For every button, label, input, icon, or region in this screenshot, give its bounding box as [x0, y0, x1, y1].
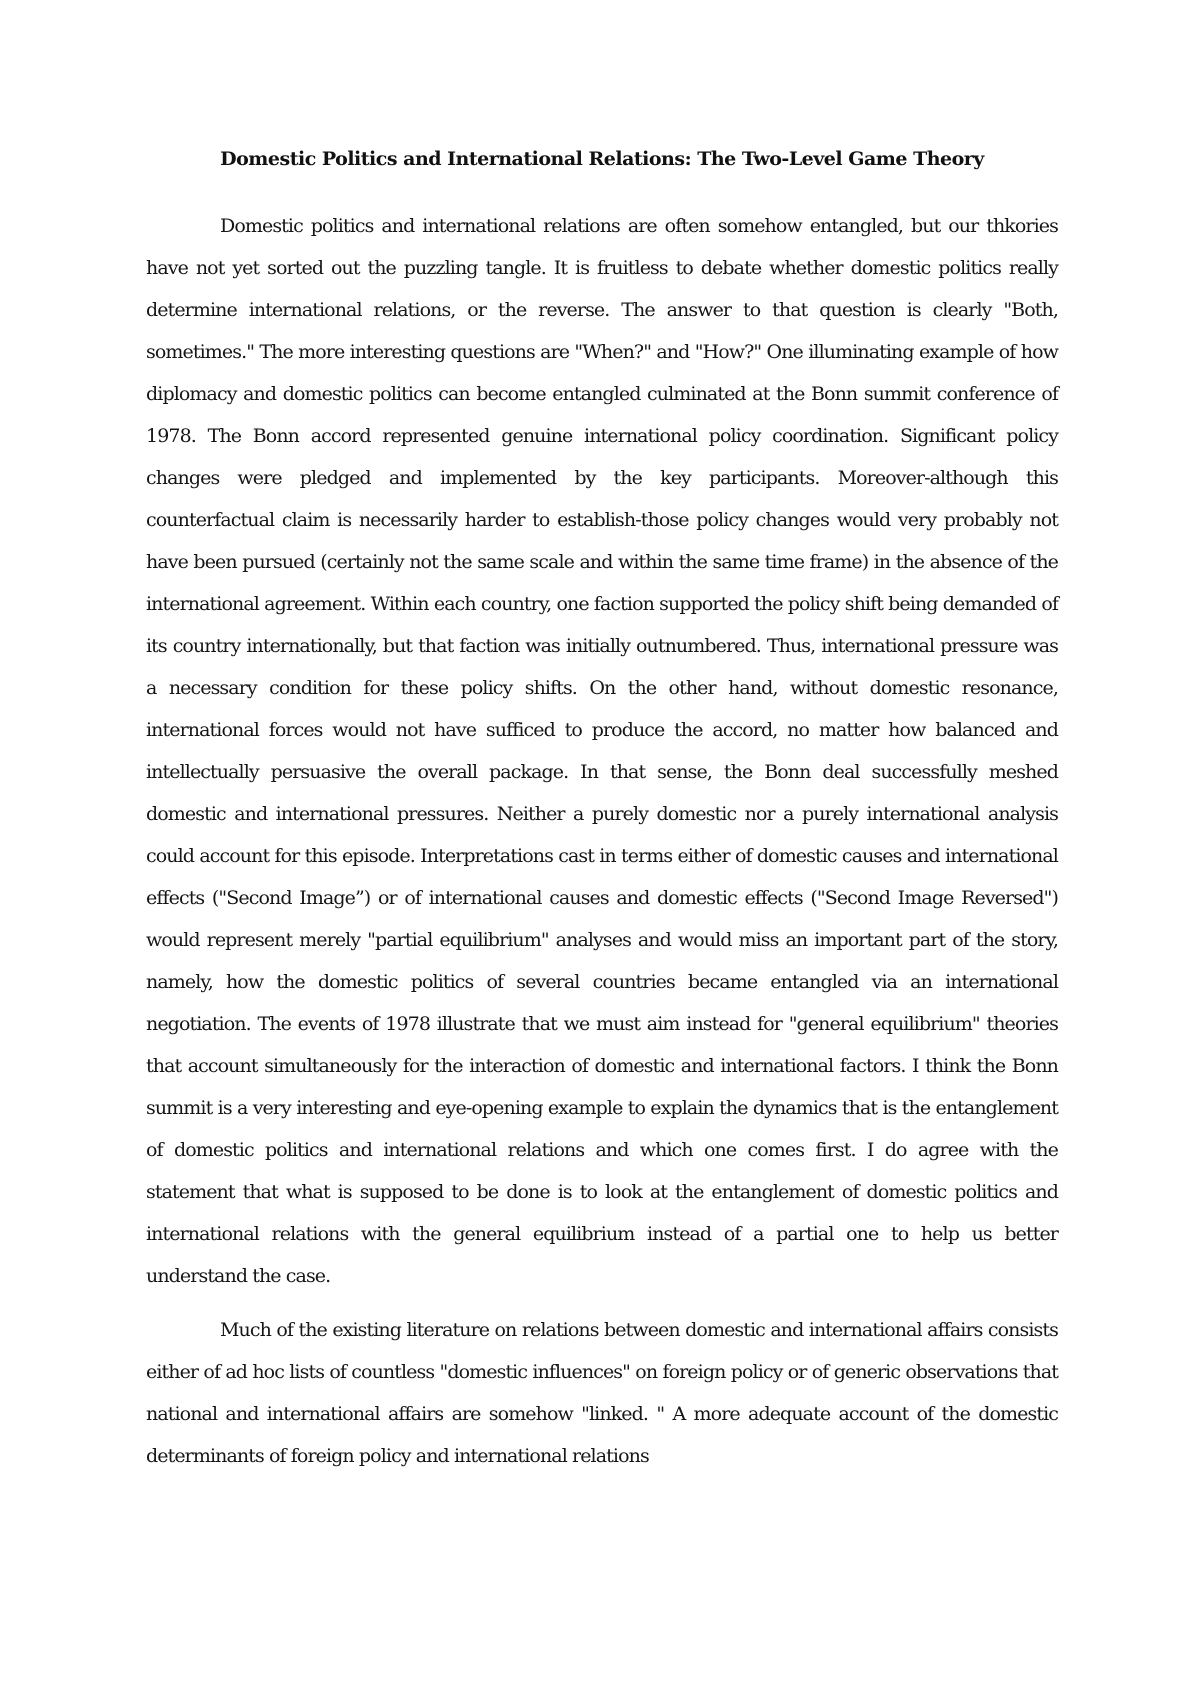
paragraph-2: Much of the existing literature on relations between domestic and international affairs consists either of ad hoc lists of countless "domestic influences" on foreign policy or of generic observations that national and international affairs are somehow "linked. " A more adequate account of the domestic determinants of foreign policy and international relations: [146, 1319, 1058, 1467]
document-body: [146, 205, 1058, 1477]
paragraph-1: Domestic politics and international relations are often somehow entangled, but our thkories have not yet sorted out the puzzling tangle. It is fruitless to debate whether domestic politics really determine international relations, or the reverse. The answer to that question is clearly "Both, sometimes." The more interesting questions are "When?" and "How?" One illuminating example of how diplomacy and domestic politics can become entangled culminated at the Bonn summit conference of 1978. The Bonn accord represented genuine international policy coordination. Significant policy changes were pledged and implemented by the key participants. Moreover-although this counterfactual claim is necessarily harder to establish-those policy changes would very probably not have been pursued (certainly not the same scale and within the same time frame) in the absence of the international agreement. Within each country, one faction supported the policy shift being demanded of its country internationally, but that faction was initially outnumbered. Thus, international pressure was a necessary condition for these policy shifts. On the other hand, without domestic resonance, international forces would not have sufficed to produce the accord, no matter how balanced and intellectually persuasive the overall package. In that sense, the Bonn deal successfully meshed domestic and international pressures. Neither a purely domestic nor a purely international analysis could account for this episode. Interpretations cast in terms either of domestic causes and international effects ("Second Image”) or of international causes and domestic effects ("Second Image Reversed") would represent merely "partial equilibrium" analyses and would miss an important part of the story, namely, how the domestic politics of several countries became entangled via an international negotiation. The events of 1978 illustrate that we must aim instead for "general equilibrium" theories that account simultaneously for the interaction of domestic and international factors. I think the Bonn summit is a very interesting and eye-opening example to explain the dynamics that is the entanglement of domestic politics and international relations and which one comes first. I do agree with the statement that what is supposed to be done is to look at the entanglement of domestic politics and international relations with the general equilibrium instead of a partial one to help us better understand the case.: [146, 215, 1058, 1287]
document-title: Domestic Politics and International Relations: The Two-Level Game Theory: [220, 148, 984, 170]
